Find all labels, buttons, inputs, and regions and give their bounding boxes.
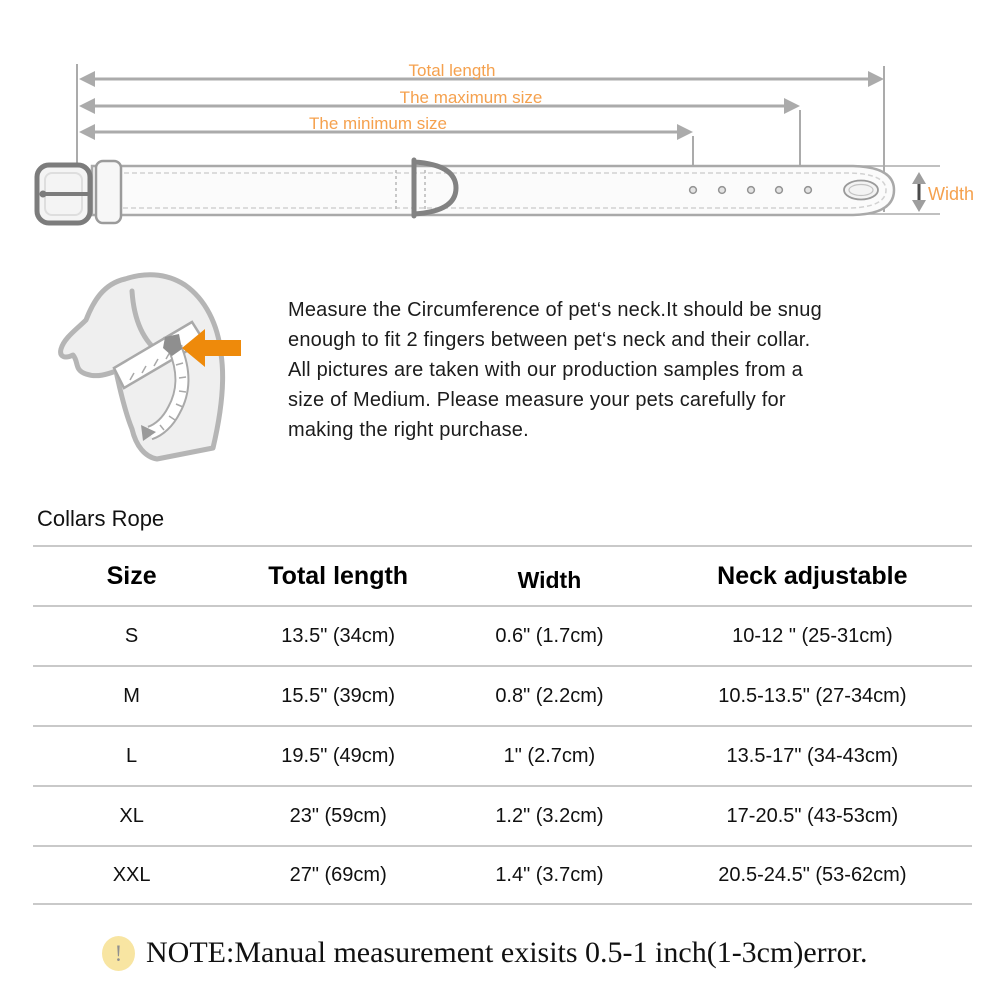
collar-illustration bbox=[37, 160, 894, 223]
cell-width: 1.4" (3.7cm) bbox=[495, 863, 604, 886]
size-chart-title: Collars Rope bbox=[37, 506, 165, 531]
table-header-row bbox=[33, 545, 972, 605]
header-total-length: Total length bbox=[268, 561, 409, 590]
cell-neck: 10.5-13.5" (27-34cm) bbox=[718, 684, 907, 707]
instruction-line: size of Medium. Please measure your pets carefully for bbox=[288, 389, 786, 411]
table-row-l bbox=[33, 725, 972, 785]
cell-width: 0.6" (1.7cm) bbox=[495, 624, 604, 647]
instruction-line: making the right purchase. bbox=[288, 419, 529, 441]
cell-size: M bbox=[123, 684, 140, 707]
cell-size: XL bbox=[119, 804, 144, 827]
header-width: Width bbox=[517, 566, 582, 593]
instruction-line: enough to fit 2 fingers between pet‘s neck and their collar. bbox=[288, 329, 811, 351]
table-row-s bbox=[33, 605, 972, 665]
table-row-xl bbox=[33, 785, 972, 845]
cell-neck: 13.5-17" (34-43cm) bbox=[726, 744, 899, 767]
header-size: Size bbox=[106, 561, 157, 590]
measuring-instructions bbox=[288, 295, 822, 445]
cell-length: 27" (69cm) bbox=[289, 863, 387, 886]
exclamation-icon: ! bbox=[102, 936, 135, 971]
cell-length: 15.5" (39cm) bbox=[281, 684, 396, 707]
cell-length: 23" (59cm) bbox=[289, 804, 387, 827]
instruction-line: All pictures are taken with our production samples from a bbox=[288, 359, 803, 381]
instruction-line: Measure the Circumference of pet‘s neck.It should be snug bbox=[288, 299, 822, 321]
cell-width: 0.8" (2.2cm) bbox=[495, 684, 604, 707]
minimum-size-label: The minimum size bbox=[309, 114, 447, 133]
cell-size: L bbox=[126, 744, 138, 767]
total-length-label: Total length bbox=[408, 61, 496, 80]
header-neck-adjustable: Neck adjustable bbox=[717, 561, 908, 590]
cell-width: 1" (2.7cm) bbox=[503, 744, 596, 767]
collar-diagram bbox=[0, 0, 1000, 255]
table-row-xxl bbox=[33, 845, 972, 905]
cell-neck: 20.5-24.5" (53-62cm) bbox=[718, 863, 907, 886]
cell-size: S bbox=[124, 624, 139, 647]
table-row-m bbox=[33, 665, 972, 725]
maximum-size-label: The maximum size bbox=[399, 88, 543, 107]
width-arrow bbox=[912, 172, 926, 212]
width-label: Width bbox=[928, 184, 975, 204]
cell-neck: 17-20.5" (43-53cm) bbox=[726, 804, 899, 827]
size-chart-table bbox=[33, 545, 972, 905]
cell-length: 13.5" (34cm) bbox=[281, 624, 396, 647]
dog-measure-illustration bbox=[35, 262, 245, 462]
note-text: NOTE:Manual measurement exisits 0.5-1 inch(1-3cm)error. bbox=[146, 936, 868, 969]
cell-neck: 10-12 " (25-31cm) bbox=[732, 624, 893, 647]
cell-width: 1.2" (3.2cm) bbox=[495, 804, 604, 827]
cell-length: 19.5" (49cm) bbox=[281, 744, 396, 767]
cell-size: XXL bbox=[112, 863, 151, 886]
